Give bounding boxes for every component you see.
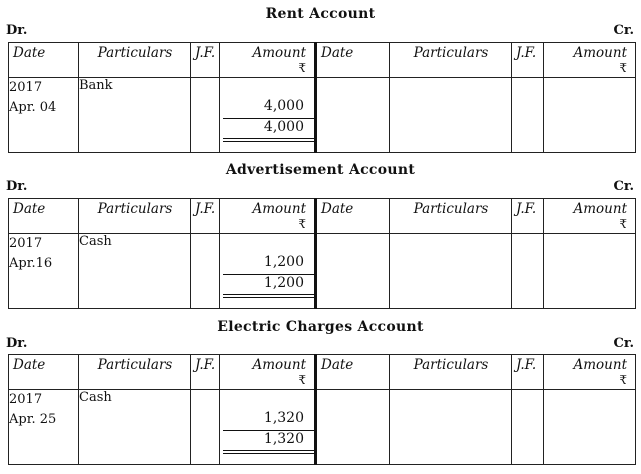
debit-label: Dr. <box>6 23 28 38</box>
entry-particulars: Cash <box>79 390 191 465</box>
ledger-table <box>8 42 635 153</box>
date-header-credit: Date <box>316 355 390 390</box>
amount-value: 4,000 <box>263 98 304 114</box>
account-title: Advertisement Account <box>225 162 416 178</box>
rupee-icon: ₹ <box>619 217 627 231</box>
amount-value: 1,320 <box>263 410 304 426</box>
particulars-header-credit: Particulars <box>390 355 512 390</box>
date-header-debit: Date <box>9 43 79 78</box>
credit-label: Cr. <box>613 23 634 38</box>
credit-label: Cr. <box>613 179 634 194</box>
amount-header-credit: Amount ₹ <box>544 199 636 234</box>
rupee-icon: ₹ <box>298 373 306 387</box>
particulars-header-debit: Particulars <box>79 43 191 78</box>
amount-header-debit: Amount ₹ <box>220 43 316 78</box>
rupee-icon: ₹ <box>619 61 627 75</box>
date-header-credit: Date <box>316 199 390 234</box>
amount-value: 1,200 <box>263 254 304 270</box>
entry-jf <box>191 234 220 309</box>
rupee-icon: ₹ <box>619 373 627 387</box>
credit-label: Cr. <box>613 336 634 351</box>
entry-date: 2017 Apr. 04 <box>9 78 79 153</box>
entry-jf <box>191 78 220 153</box>
jf-header-credit: J.F. <box>512 355 544 390</box>
particulars-header-credit: Particulars <box>390 43 512 78</box>
entry-amount <box>220 234 316 309</box>
amount-header-credit: Amount ₹ <box>544 355 636 390</box>
jf-header-credit: J.F. <box>512 199 544 234</box>
ledger-table <box>8 198 635 309</box>
account-title: Rent Account <box>265 6 376 22</box>
rupee-icon: ₹ <box>298 61 306 75</box>
rupee-icon: ₹ <box>298 217 306 231</box>
date-header-debit: Date <box>9 355 79 390</box>
date-header-debit: Date <box>9 199 79 234</box>
jf-header-credit: J.F. <box>512 43 544 78</box>
debit-label: Dr. <box>6 179 28 194</box>
entry-amount <box>220 390 316 465</box>
particulars-header-debit: Particulars <box>79 355 191 390</box>
amount-header-debit: Amount ₹ <box>220 199 316 234</box>
date-header-credit: Date <box>316 43 390 78</box>
jf-header-debit: J.F. <box>191 199 220 234</box>
entry-date: 2017 Apr. 25 <box>9 390 79 465</box>
total-value: 1,200 <box>263 275 304 291</box>
amount-header-debit: Amount ₹ <box>220 355 316 390</box>
entry-particulars: Cash <box>79 234 191 309</box>
jf-header-debit: J.F. <box>191 43 220 78</box>
total-value: 1,320 <box>263 431 304 447</box>
particulars-header-debit: Particulars <box>79 199 191 234</box>
debit-label: Dr. <box>6 336 28 351</box>
total-value: 4,000 <box>263 119 304 135</box>
entry-particulars: Bank <box>79 78 191 153</box>
jf-header-debit: J.F. <box>191 355 220 390</box>
particulars-header-credit: Particulars <box>390 199 512 234</box>
account-title: Electric Charges Account <box>217 319 424 335</box>
ledger-table <box>8 354 635 465</box>
entry-date: 2017 Apr.16 <box>9 234 79 309</box>
amount-header-credit: Amount ₹ <box>544 43 636 78</box>
entry-jf <box>191 390 220 465</box>
entry-amount <box>220 78 316 153</box>
